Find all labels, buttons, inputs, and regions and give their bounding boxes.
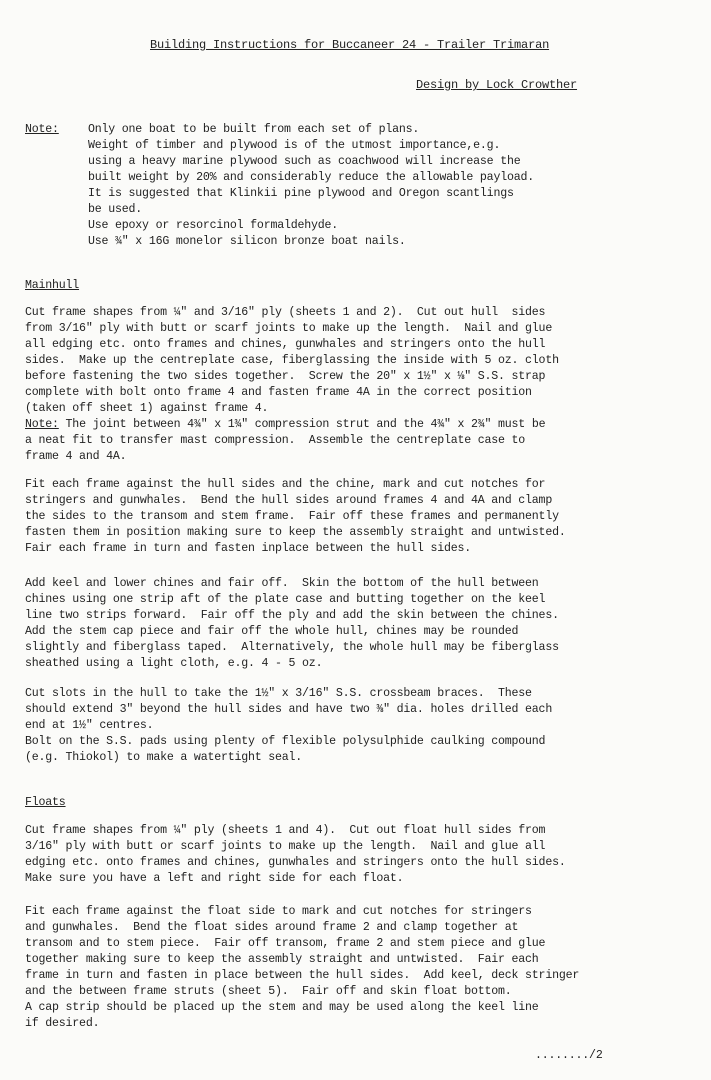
text-line: transom and to stem piece. Fair off transom, frame 2 and stem piece and glue (25, 937, 546, 950)
text-line: a neat fit to transfer mast compression. Assemble the centreplate case to (25, 434, 526, 447)
text-line: Fair each frame in turn and fasten inplace between the hull sides. (25, 542, 471, 555)
text-line: Fit each frame against the float side to mark and cut notches for stringers (25, 905, 532, 918)
designer-credit: Design by Lock Crowther (416, 78, 578, 92)
text-line: together making sure to keep the assembly straight and untwisted. Fair each (25, 953, 539, 966)
text-line: Cut slots in the hull to take the 1½" x 3/16" S.S. crossbeam braces. These (25, 687, 532, 700)
floats-heading: Floats (25, 796, 66, 809)
note-line: Only one boat to be built from each set of plans. (88, 123, 420, 136)
text-line: frame in turn and fasten in place between the hull sides. Add keel, deck stringer (25, 969, 580, 982)
note-line: be used. (88, 203, 143, 216)
text-line: before fastening the two sides together. Screw the 20" x 1½" x ⅛" S.S. strap (25, 370, 546, 383)
text-line: chines using one strip aft of the plate case and butting together on the keel (25, 593, 546, 606)
text-line: Add the stem cap piece and fair off the whole hull, chines may be rounded (25, 625, 519, 638)
note-line: built weight by 20% and considerably reduce the allowable payload. (88, 171, 534, 184)
note-line: It is suggested that Klinkii pine plywood and Oregon scantlings (88, 187, 514, 200)
text-line: stringers and gunwhales. Bend the hull sides around frames 4 and 4A and clamp (25, 494, 553, 507)
text-line: sides. Make up the centreplate case, fiberglassing the inside with 5 oz. cloth (25, 354, 559, 367)
text-line: 3/16" ply with butt or scarf joints to make up the length. Nail and glue all (25, 840, 546, 853)
text-line: and the between frame struts (sheet 5). Fair off and skin float bottom. (25, 985, 512, 998)
text-line: fasten them in position making sure to keep the assembly straight and untwisted. (25, 526, 566, 539)
text-line: complete with bolt onto frame 4 and fasten frame 4A in the correct position (25, 386, 532, 399)
text-line: edging etc. onto frames and chines, gunwhales and stringers onto the hull sides. (25, 856, 566, 869)
text-line: (taken off sheet 1) against frame 4. (25, 402, 269, 415)
text-line: (e.g. Thiokol) to make a watertight seal. (25, 751, 303, 764)
note-line: using a heavy marine plywood such as coachwood will increase the (88, 155, 521, 168)
text-line: line two strips forward. Fair off the ply and add the skin between the chines. (25, 609, 559, 622)
mainhull-note-text: The joint between 4¾" x 1¾" compression strut and the 4¾" x 2¾" must be (58, 418, 546, 431)
mainhull-heading: Mainhull (25, 279, 80, 292)
text-line: slightly and fiberglass taped. Alternatively, the whole hull may be fiberglass (25, 641, 559, 654)
text-line: frame 4 and 4A. (25, 450, 127, 463)
text-line: the sides to the transom and stem frame. Fair off these frames and permanently (25, 510, 559, 523)
text-line: Cut frame shapes from ¼" and 3/16" ply (sheets 1 and 2). Cut out hull sides (25, 306, 546, 319)
text-line: Bolt on the S.S. pads using plenty of flexible polysulphide caulking compound (25, 735, 546, 748)
text-line: Add keel and lower chines and fair off. Skin the bottom of the hull between (25, 577, 539, 590)
note-label: Note: (25, 123, 59, 136)
text-line: should extend 3" beyond the hull sides and have two ⅜" dia. holes drilled each (25, 703, 553, 716)
mainhull-note-line (25, 417, 545, 433)
text-line: from 3/16" ply with butt or scarf joints to make up the length. Nail and glue (25, 322, 553, 335)
text-line: Make sure you have a left and right side for each float. (25, 872, 404, 885)
note-line: Use ¾" x 16G monelor silicon bronze boat nails. (88, 235, 406, 248)
document-title: Building Instructions for Buccaneer 24 - Trailer Trimaran (150, 38, 550, 52)
text-line: if desired. (25, 1017, 100, 1030)
page-continuation: ......../2 (535, 1049, 603, 1062)
text-line: end at 1½" centres. (25, 719, 154, 732)
text-line: Fit each frame against the hull sides and the chine, mark and cut notches for (25, 478, 546, 491)
text-line: Cut frame shapes from ¼" ply (sheets 1 and 4). Cut out float hull sides from (25, 824, 546, 837)
mainhull-note-label: Note: (25, 418, 59, 431)
text-line: all edging etc. onto frames and chines, gunwhales and stringers onto the hull (25, 338, 546, 351)
text-line: sheathed using a light cloth, e.g. 4 - 5 oz. (25, 657, 323, 670)
note-line: Weight of timber and plywood is of the utmost importance,e.g. (88, 139, 501, 152)
note-line: Use epoxy or resorcinol formaldehyde. (88, 219, 339, 232)
text-line: A cap strip should be placed up the stem and may be used along the keel line (25, 1001, 539, 1014)
text-line: and gunwhales. Bend the float sides around frame 2 and clamp together at (25, 921, 519, 934)
